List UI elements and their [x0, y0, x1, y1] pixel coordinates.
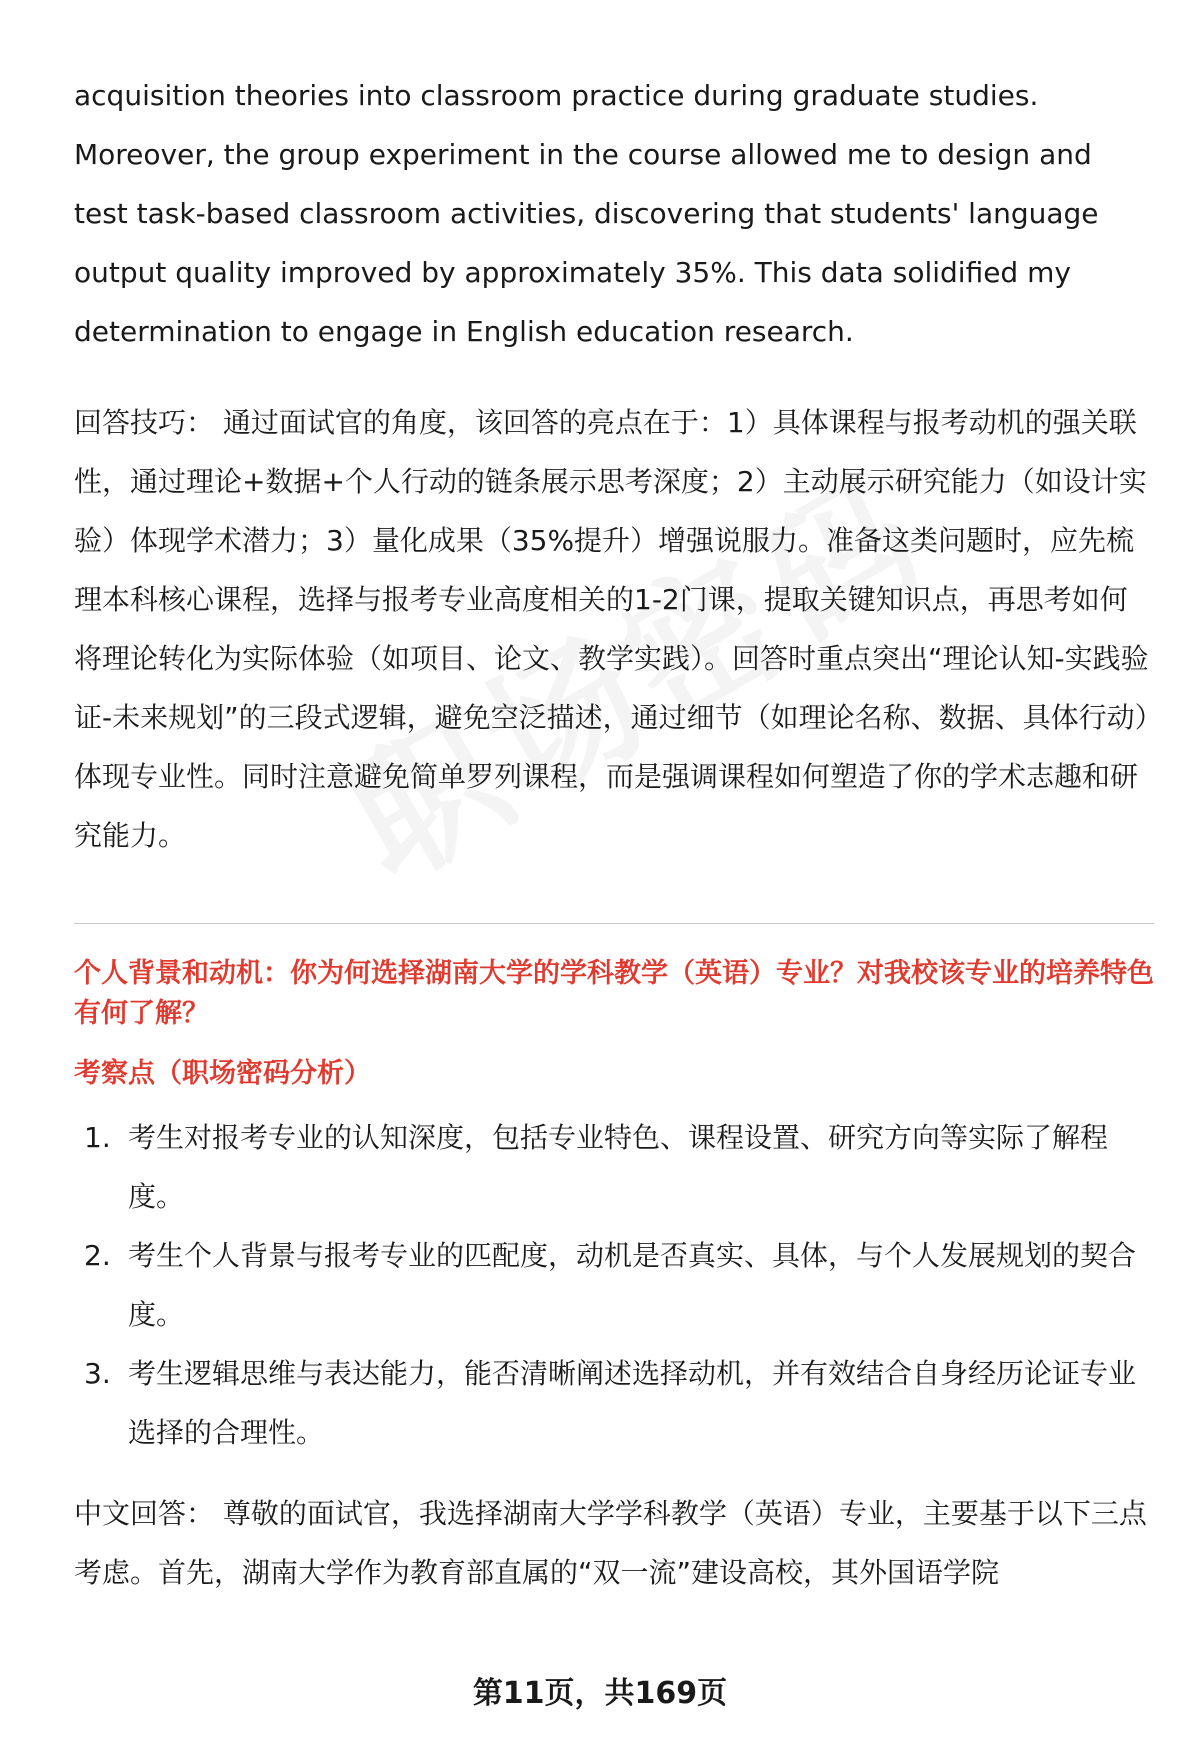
- list-item-text: 考生个人背景与报考专业的匹配度，动机是否真实、具体，与个人发展规划的契合度。: [128, 1239, 1137, 1331]
- analysis-points-list: [74, 1108, 1154, 1462]
- answer-text: 尊敬的面试官，我选择湖南大学学科教学（英语）专业，主要基于以下三点考虑。首先，湖南大学作为教育部直属的“双一流”建设高校，其外国语学院: [74, 1497, 1147, 1589]
- list-item-number: 3.: [84, 1357, 111, 1390]
- page-content: [74, 66, 1154, 1602]
- answer-label: 中文回答：: [74, 1497, 215, 1530]
- intro-paragraph: acquisition theories into classroom practice during graduate studies. Moreover, the group experiment in the course allowed me to design and test task-based classroom activities, discovering that students' language output quality improved by approximately 35%. This data solidified my determination to engage in English education research.: [74, 79, 1099, 348]
- list-item-text: 考生对报考专业的认知深度，包括专业特色、课程设置、研究方向等实际了解程度。: [128, 1121, 1109, 1213]
- tips-label: 回答技巧：: [74, 406, 215, 439]
- question-heading: 个人背景和动机：你为何选择湖南大学的学科教学（英语）专业？对我校该专业的培养特色有何了解？: [74, 958, 1154, 1029]
- section-divider: [74, 923, 1154, 924]
- answer-paragraph: [74, 1484, 1154, 1602]
- tips-paragraph: [74, 393, 1154, 865]
- list-item-number: 1.: [84, 1121, 111, 1154]
- list-item-text: 考生逻辑思维与表达能力，能否清晰阐述选择动机，并有效结合自身经历论证专业选择的合理性。: [128, 1357, 1137, 1449]
- tips-text: 通过面试官的角度，该回答的亮点在于：1）具体课程与报考动机的强关联性，通过理论+数据+个人行动的链条展示思考深度；2）主动展示研究能力（如设计实验）体现学术潜力；3）量化成果（35%提升）增强说服力。准备这类问题时，应先梳理本科核心课程，选择与报考专业高度相关的1-2门课，提取关键知识点，再思考如何将理论转化为实际体验（如项目、论文、教学实践）。回答时重点突出“理论认知-实践验证-未来规划”的三段式逻辑，避免空泛描述，通过细节（如理论名称、数据、具体行动）体现专业性。同时注意避免简单罗列课程，而是强调课程如何塑造了你的学术志趣和研究能力。: [74, 406, 1149, 852]
- page-footer: 第11页，共169页: [472, 1676, 728, 1711]
- list-item: [74, 1344, 1154, 1462]
- analysis-heading: 考察点（职场密码分析）: [74, 1058, 371, 1089]
- list-item-number: 2.: [84, 1239, 111, 1272]
- list-item: [74, 1226, 1154, 1344]
- list-item: [74, 1108, 1154, 1226]
